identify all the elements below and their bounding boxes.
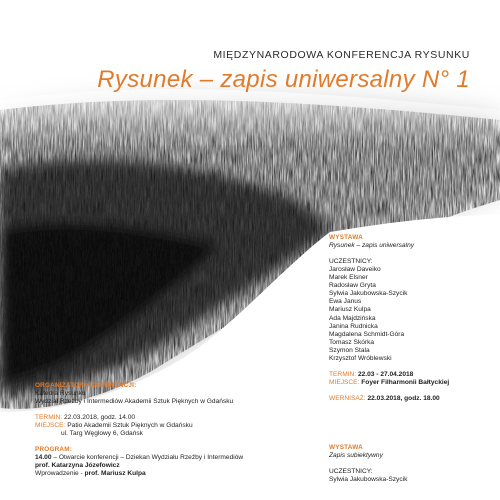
participant-name: Janina Rudnicka — [329, 322, 378, 330]
term-value: 22.03 - 27.04.2018 — [357, 371, 414, 379]
conference-title: Rysunek – zapis uniwersalny N° 1 — [97, 66, 470, 93]
place-value: Foyer Filharmonii Bałtyckiej — [361, 379, 450, 387]
participant-name: Ewa Janus — [329, 298, 362, 306]
place-value: Patio Akademii Sztuk Pięknych w Gdańsku — [67, 422, 193, 429]
participant-name: Sylwia Jakubowska-Szycik — [329, 476, 408, 483]
exhibition-1-label: WYSTAWA — [329, 234, 363, 241]
term-label: TERMIN: — [35, 414, 63, 421]
exhibition-1-place — [329, 379, 449, 387]
program-time: 14.00 — [35, 454, 52, 461]
participant-name: Szymon Stala — [329, 346, 370, 354]
exhibition-1-term — [329, 371, 449, 379]
program-intro — [35, 470, 243, 478]
exhibition-2-participants-label: UCZESTNICY: — [329, 468, 373, 475]
program-label: PROGRAM: — [35, 446, 73, 453]
term-value: 22.03.2018, godz. 14.00 — [63, 414, 136, 421]
program-person: prof. Katarzyna Józefowicz — [35, 462, 120, 469]
exhibition-2-title: Zapis subiektywny — [329, 452, 383, 459]
participant-name: Radosław Gryta — [329, 282, 376, 290]
participant-name: Jarosław Daveiko — [329, 266, 381, 273]
organizer-line-2: Wydział Rzeźby i Intermediów Akademii Sztuk Pięknych w Gdańsku — [35, 398, 234, 405]
exhibition-1-participants-list — [329, 266, 449, 363]
term-label: TERMIN: — [329, 371, 357, 379]
organizer-line-1: Katedra Rysunku — [35, 390, 86, 397]
participant-name: Marek Elsner — [329, 274, 368, 282]
program-text: – Otwarcie konferencji – Dziekan Wydziału Rzeźby i Intermediów — [53, 454, 244, 461]
program-item — [35, 454, 243, 462]
organizer-block — [35, 382, 243, 478]
participant-name: Magdalena Schmidt-Góra — [329, 330, 405, 338]
exhibition-2-label: WYSTAWA — [329, 444, 363, 451]
exhibition-2-block — [329, 444, 407, 484]
organizer-place — [35, 422, 243, 430]
participant-name: Tomasz Skórka — [329, 338, 375, 346]
organizer-term — [35, 414, 243, 422]
intro-label: Wprowadzenie - — [35, 470, 85, 477]
place-label: MIEJSCE: — [329, 379, 360, 387]
participant-name: Sylwia Jakubowska-Szycik — [329, 290, 408, 298]
participant-name: Mariusz Kulpa — [329, 306, 371, 314]
exhibition-1-participants-label: UCZESTNICY: — [329, 258, 373, 265]
exhibition-1-title: Rysunek – zapis uniwersalny — [329, 242, 415, 249]
place-label: MIEJSCE: — [35, 422, 66, 429]
organizer-address: ul. Targ Węglowy 6, Gdańsk — [61, 430, 143, 437]
conference-subtitle: MIĘDZYNARODOWA KONFERENCJA RYSUNKU — [213, 49, 470, 61]
participant-name: Ada Majdzińska — [329, 314, 376, 322]
vernissage-value: 22.03.2018, godz. 18.00 — [367, 395, 440, 403]
organizer-label: ORGANIZATOR KONFERENCJI: — [35, 382, 137, 389]
intro-person: prof. Mariusz Kulpa — [84, 470, 146, 477]
exhibition-1-block — [329, 234, 449, 403]
vernissage-label: WERNISAŻ: — [329, 395, 366, 403]
exhibition-1-vernissage — [329, 395, 449, 403]
participant-name: Krzysztof Wróblewski — [329, 355, 392, 363]
